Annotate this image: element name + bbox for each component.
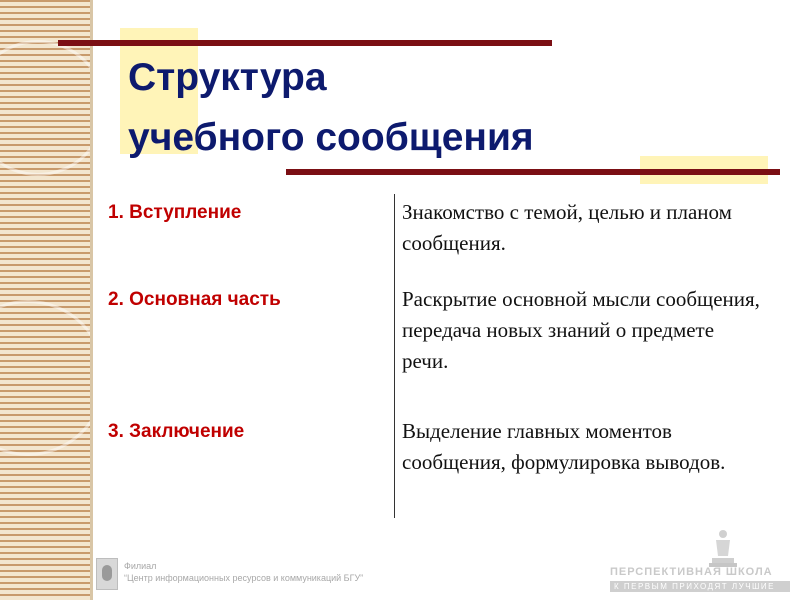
school-tagline: К ПЕРВЫМ ПРИХОДЯТ ЛУЧШИЕ — [610, 581, 790, 592]
table-column-divider — [394, 194, 395, 518]
statue-figure-icon — [706, 528, 740, 568]
school-logo — [610, 566, 790, 592]
slide-title — [128, 48, 534, 168]
footer-organization — [124, 560, 363, 584]
side-band-edge — [90, 0, 93, 600]
title-rule-bottom — [286, 169, 780, 175]
slide-title-line-2: учебного сообщения — [128, 116, 534, 159]
row-label-conclusion: 3. Заключение — [108, 421, 245, 442]
title-rule-top — [58, 40, 552, 46]
footer-org-line-1: Филиал — [124, 561, 157, 571]
row-desc-conclusion: Выделение главных моментов сообщения, формулировка выводов. — [402, 419, 726, 474]
university-emblem-icon — [96, 558, 118, 590]
row-label-main-part: 2. Основная часть — [108, 289, 281, 310]
row-desc-introduction: Знакомство с темой, целью и планом сообщения. — [402, 200, 732, 255]
slide-title-line-1: Структура — [128, 56, 327, 99]
footer-org-line-2: “Центр информационных ресурсов и коммуникаций БГУ” — [124, 573, 364, 583]
school-name: ПЕРСПЕКТИВНАЯ ШКОЛА — [610, 566, 773, 578]
row-desc-main-part: Раскрытие основной мысли сообщения, передача новых знаний о предмете речи. — [402, 287, 760, 373]
decorative-side-band — [0, 0, 90, 600]
row-label-introduction: 1. Вступление — [108, 202, 242, 223]
